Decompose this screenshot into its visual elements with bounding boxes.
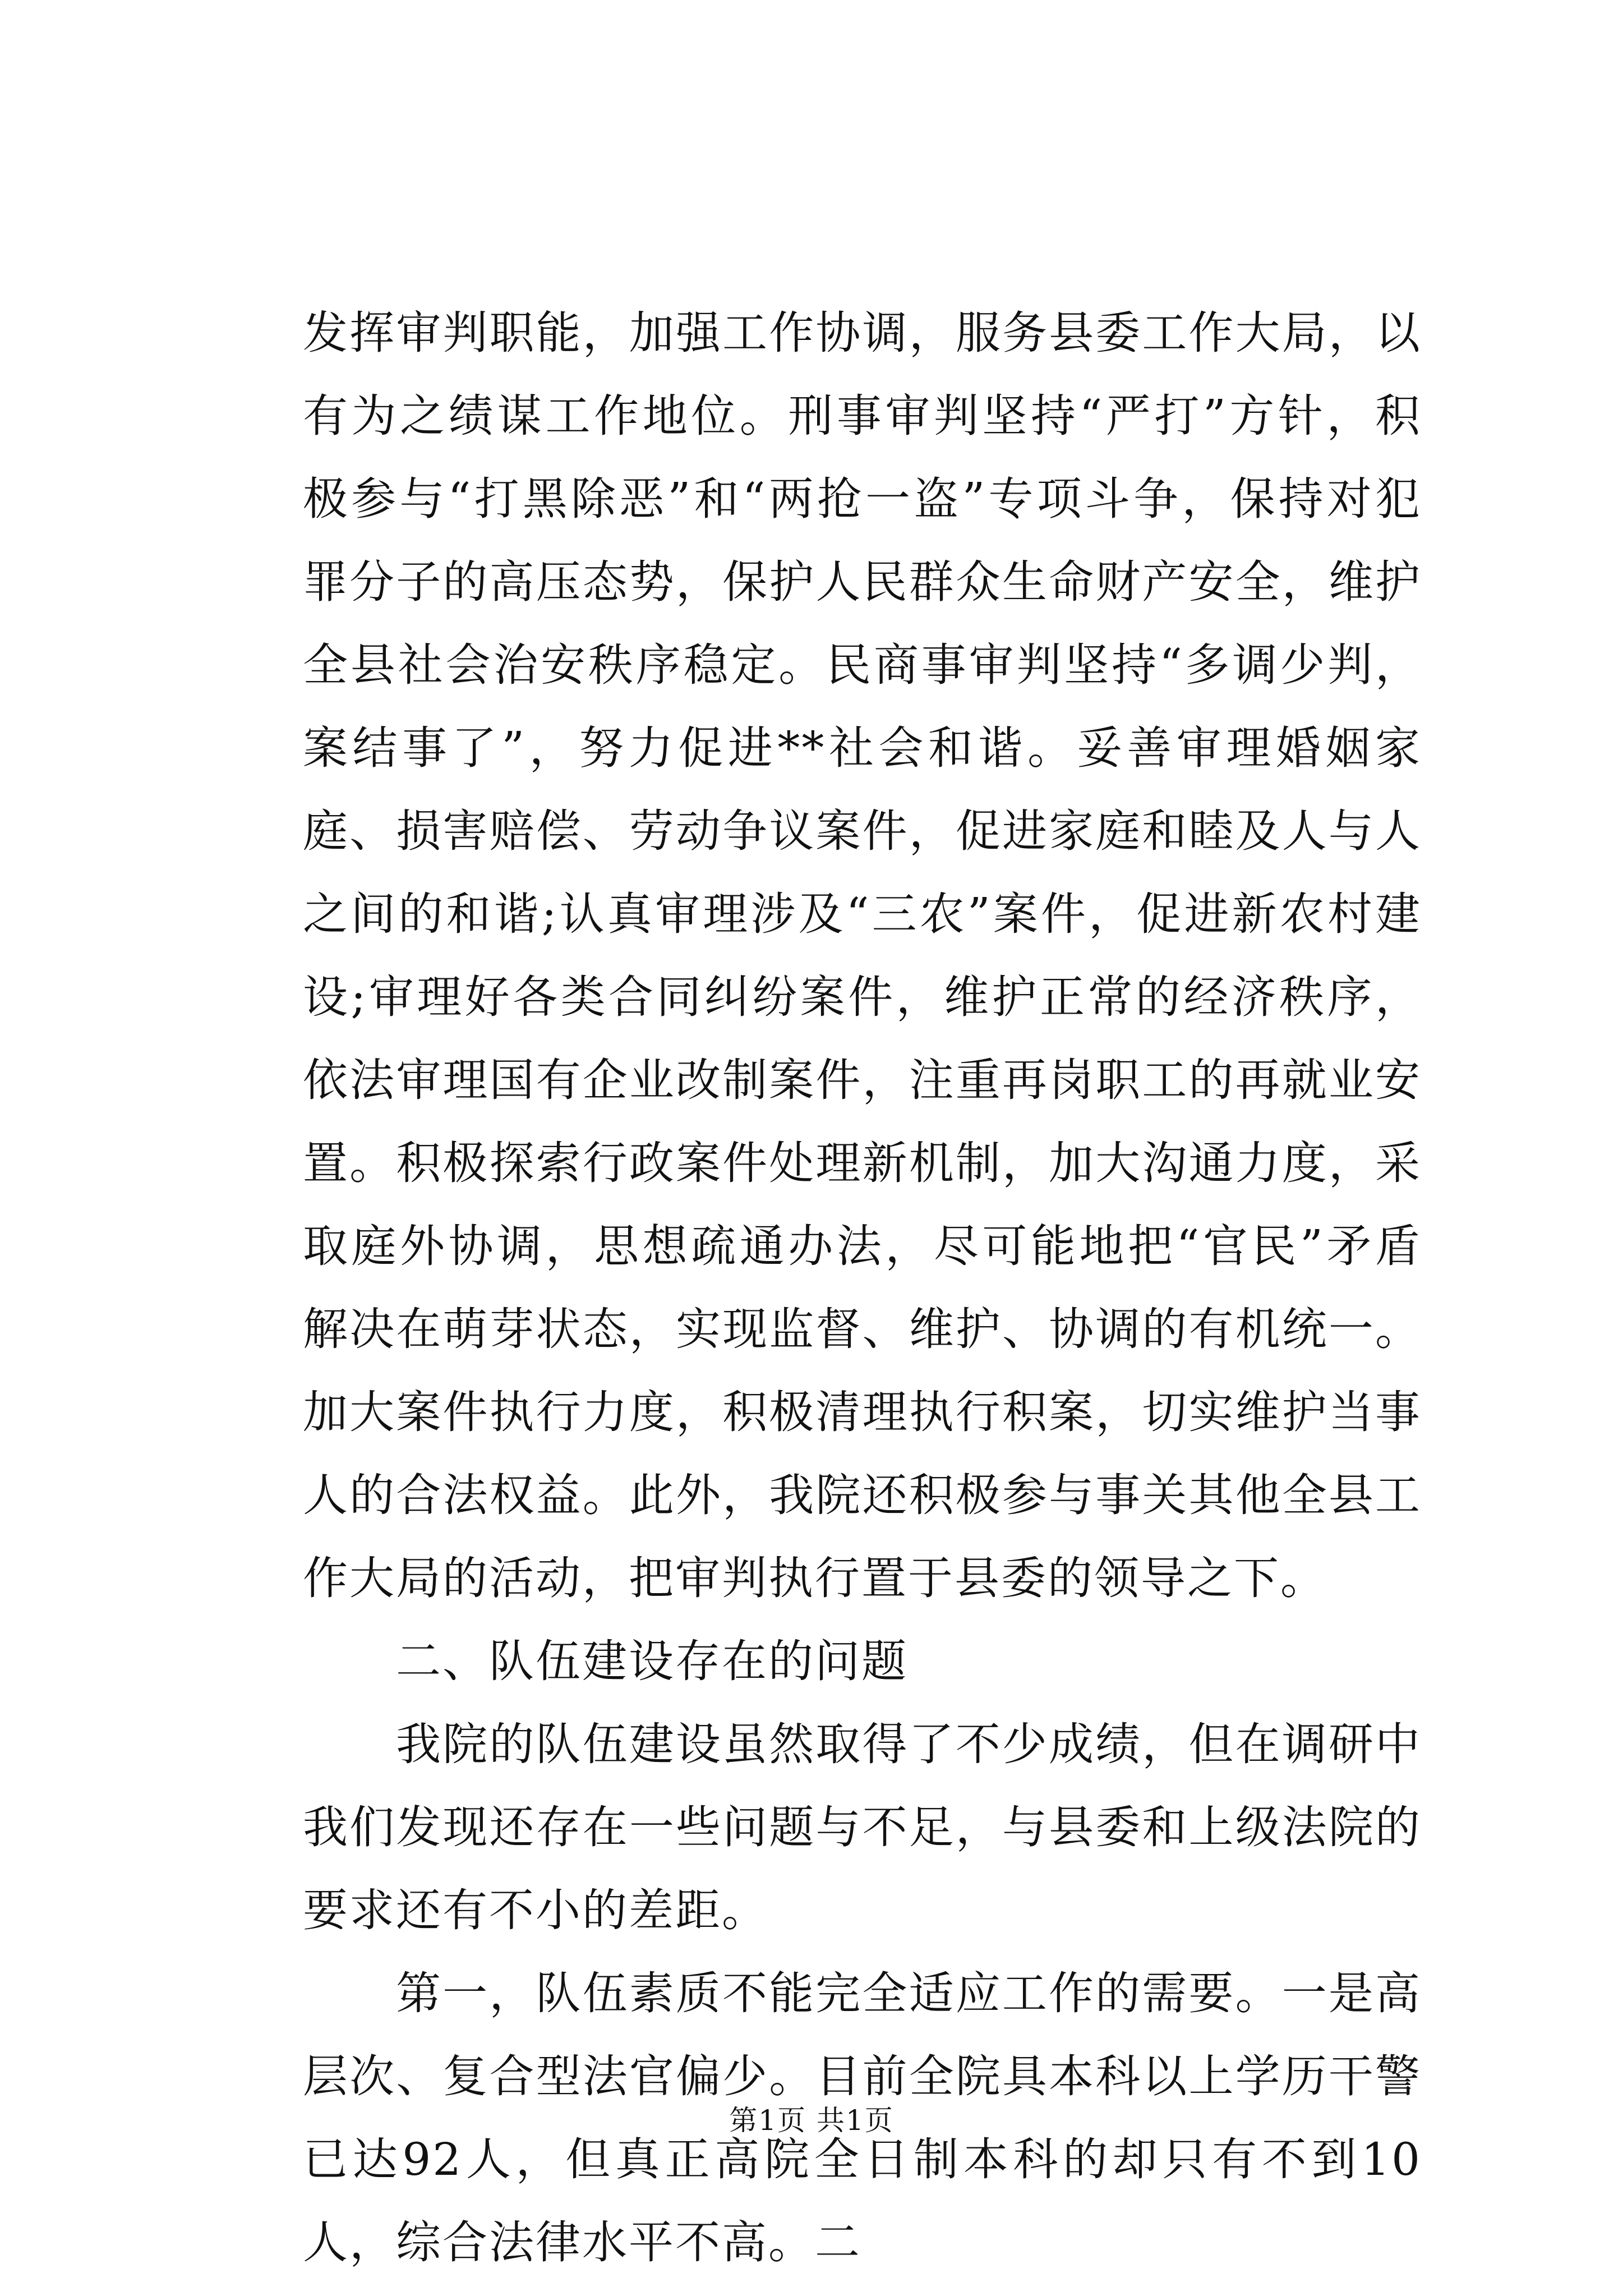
document-body: [303, 292, 1422, 2284]
paragraph-trial-functions: 发挥审判职能，加强工作协调，服务县委工作大局，以有为之绩谋工作地位。刑事审判坚持“严打”方针，积极参与“打黑除恶”和“两抢一盗”专项斗争，保持对犯罪分子的高压态势，保护人民群众生命财产安全，维护全县社会治安秩序稳定。民商事审判坚持“多调少判，案结事了”，努力促进**社会和谐。妥善审理婚姻家庭、损害赔偿、劳动争议案件，促进家庭和睦及人与人之间的和谐;认真审理涉及“三农”案件，促进新农村建设;审理好各类合同纠纷案件，维护正常的经济秩序，依法审理国有企业改制案件，注重再岗职工的再就业安置。积极探索行政案件处理新机制，加大沟通力度，采取庭外协调，思想疏通办法，尽可能地把“官民”矛盾解决在萌芽状态，实现监督、维护、协调的有机统一。加大案件执行力度，积极清理执行积案，切实维护当事人的合法权益。此外，我院还积极参与事关其他全县工作大局的活动，把审判执行置于县委的领导之下。: [303, 307, 1422, 1604]
page-footer: 第1页 共1页: [729, 2104, 894, 2137]
paragraph-problems-intro: 我院的队伍建设虽然取得了不少成绩，但在调研中我们发现还存在一些问题与不足，与县委和上级法院的要求还有不小的差距。: [303, 1718, 1422, 1936]
paragraph-first-point: 第一，队伍素质不能完全适应工作的需要。一是高层次、复合型法官偏少。目前全院具本科以上学历干警已达92人，但真正高院全日制本科的却只有不到10人，综合法律水平不高。二: [303, 1967, 1422, 2269]
section-heading-problems: 二、队伍建设存在的问题: [396, 1635, 908, 1687]
